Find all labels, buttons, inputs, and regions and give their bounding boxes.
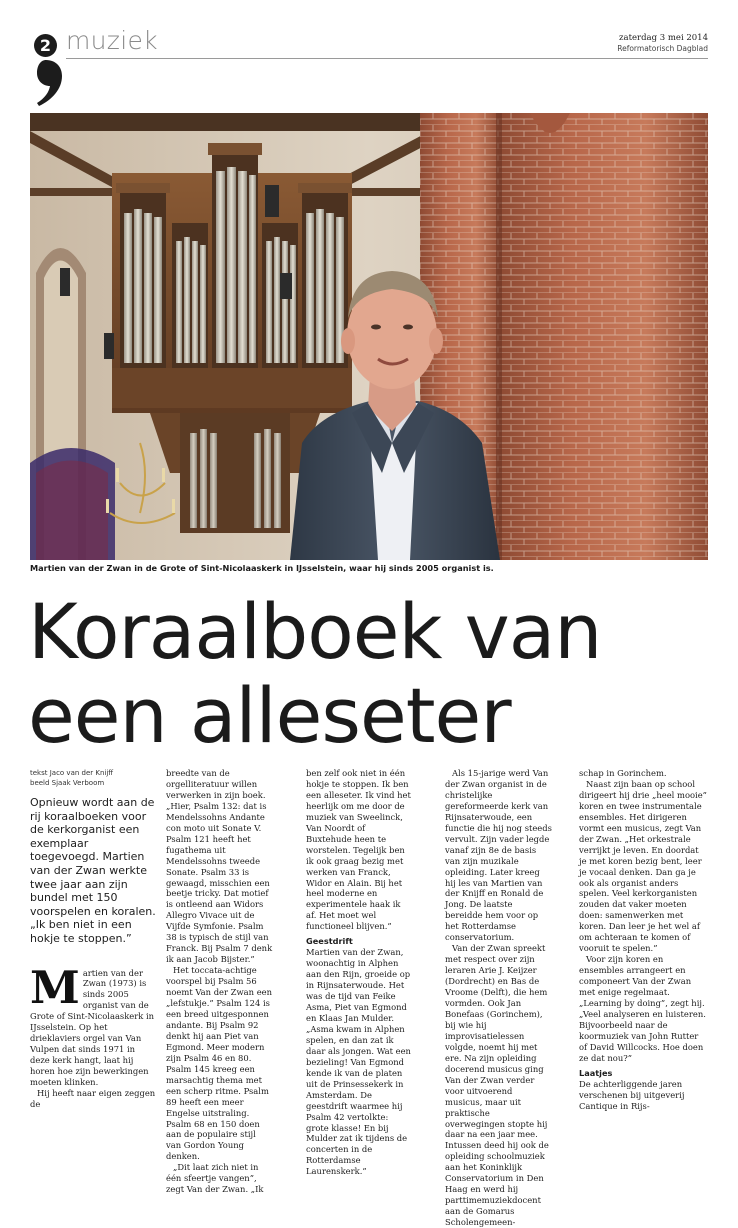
comma-logo-icon (34, 58, 64, 108)
paragraph-7-start: Van der Zwan spreekt met respect over zijn leraren Arie J. Keijzer (Dordrecht) en Bas de Vroome (Delft), die hem vormden. Ook Jan Bonefaas (Gorinchem), bij wie hij improvisatielessen volgde, noemt hij met ere. Na zijn opleiding docerend musicus ging Van der Zwan verder voor uitvoerend musicus, maar uit praktische overwegingen stopte hij daar na een jaar mee. Intussen deed hij ook de opleiding schoolmuziek aan het Koninklijk Conservatorium in Den Haag en werd hij parttimemuziekdocent aan de Gomarus Scholengemeen- (445, 943, 549, 1228)
headline-line-1: Koraalboek van (28, 587, 602, 676)
paragraph-1: artien van der Zwan (1973) is sinds 2005 organist van de Grote of Sint-Nicolaaskerk in IJsselstein. Op het drieklaviers orgel van Van Vulpen dat sinds 1971 in deze kerk hangt, laat hij horen hoe zijn bewerkingen moeten klinken. (30, 967, 155, 1088)
intro-lead: Opnieuw wordt aan de rij koraalboeken voor de kerkorganist een exemplaar toegevoegd. Martien van der Zwan werkte twee jaar aan zijn bundel met 150 voorspelen en koralen. „Ik ben niet in een hokje te stoppen.” (30, 796, 156, 945)
paragraph-7-cont: schap in Gorinchem. (579, 768, 667, 778)
photo-caption: Martien van der Zwan in de Grote of Sint-Nicolaaskerk in IJsselstein, waar hij sinds 2005 organist is. (30, 563, 494, 573)
byline (30, 768, 156, 788)
subheading-laatjes: Laatjes (579, 1067, 613, 1078)
paragraph-6: Als 15-jarige werd Van der Zwan organist in de christelijke gereformeerde kerk van Rijnsaterwoude, een functie die hij nog steeds vervult. Zijn vader legde vanaf zijn 8e de basis van zijn muzikale opleiding. Later kreeg hij les van Martien van der Knijff en Ronald de Jong. De laatste bereidde hem voor op het Rotterdamse conservatorium. (445, 768, 552, 943)
paragraph-4-start: „Dit laat zich niet in één sfeertje vangen”, zegt Van der Zwan. „Ik (166, 1162, 264, 1195)
issue-date: zaterdag 3 mei 2014 (619, 33, 708, 43)
paragraph-3: Het toccata-achtige voorspel bij Psalm 56 noemt Van der Zwan een „lefstukje.” Psalm 124 is een breed uitgesponnen andante. Bij Psalm 92 denkt hij aan Piet van Egmond. Meer modern zijn Psalm 46 en 80. Psalm 145 kreeg een marsachtig thema met een scherp ritme. Psalm 89 heeft een meer Engelse uitstraling. Psalm 68 en 150 doen aan de populaire stijl van Gordon Young denken. (166, 965, 273, 1162)
article-column-5 (579, 768, 708, 1112)
paragraph-10: De achterliggende jaren verschenen bij uitgeverij Cantique in Rijs- (579, 1078, 685, 1111)
paragraph-2-start: Hij heeft naar eigen zeggen de (30, 1088, 156, 1109)
page-number-badge: 2 (34, 34, 57, 57)
byline-photo: beeld Sjaak Verboom (30, 779, 105, 787)
article-column-2 (166, 768, 273, 1195)
paragraph-9: Voor zijn koren en ensembles arrangeert en componeert Van der Zwan met enige regelmaat. „Learning by doing”, zegt hij. „Veel analyseren en luisteren. Bijvoorbeeld naar de koormuziek van John Rutter of David Willcocks. Hoe doen ze dat nou?” (579, 954, 706, 1063)
headline-line-2: een alleseter (28, 671, 511, 760)
header-divider (66, 58, 708, 59)
drop-cap: M (30, 960, 80, 1014)
article-column-3 (306, 768, 413, 1177)
first-paragraph (30, 960, 156, 1088)
article-column-1 (30, 768, 156, 1110)
newspaper-name: Reformatorisch Dagblad (617, 44, 708, 53)
article-headline (28, 587, 718, 760)
paragraph-8: Naast zijn baan op school dirigeert hij drie „heel mooie” koren en twee instrumentale ensembles. Het dirigeren vormt een musicus, zegt Van der Zwan. „Het orkestrale verrijkt je leven. En doordat je met koren bezig bent, leer je vocaal denken. Dan ga je ook als organist anders spelen. Veel kerkorganisten zouden dat vaker moeten doen: samenwerken met koren. Dan leer je het wel af om achteraan te komen of vooruit te spelen.” (579, 778, 707, 954)
paragraph-5: Martien van der Zwan, woonachtig in Alphen aan den Rijn, groeide op in Rijnsaterwoude. Het was de tijd van Feike Asma, Piet van Egmond en Klaas Jan Mulder. „Asma kwam in Alphen spelen, en dan zat ik daar als jongen. Wat een bezieling! Van Egmond kende ik van de platen uit de Prinsessekerk in Amsterdam. De geestdrift waarmee hij Psalm 42 vertolkte: grote klasse! En bij Mulder zat ik tijdens de concerten in de Rotterdamse Laurenskerk.” (306, 947, 411, 1177)
article-column-4 (445, 768, 552, 1228)
article-photo (30, 113, 708, 560)
page-header (30, 22, 708, 112)
byline-text: tekst Jaco van der Knijff (30, 769, 114, 777)
paragraph-4-cont: ben zelf ook niet in één hokje te stoppen. Ik ben een alleseter. Ik vind het heerlijk om me door de muziek van Sweelinck, Van Noordt of Buxtehude heen te worstelen. Tegelijk ben ik ook graag bezig met werken van Franck, Widor en Alain. Bij het heel moderne en experimentele haak ik af. Het moet wel functioneel blijven.” (306, 768, 411, 932)
section-title: muziek (66, 26, 158, 55)
subheading-geestdrift: Geestdrift (306, 936, 353, 947)
church-organ-portrait-image (30, 113, 708, 560)
paragraph-2-cont: breedte van de orgelliteratuur willen verwerken in zijn boek. „Hier, Psalm 132: dat is Mendelssohns Andante con moto uit Sonate V. Psalm 121 heeft het fugathema uit Mendelssohns tweede Sonate. Psalm 33 is gewaagd, misschien een beetje tricky. Dat motief is ontleend aan Widors Allegro Vivace uit de Vijfde Symfonie. Psalm 38 is typisch de stijl van Franck. Bij Psalm 7 denk ik aan Jacob Bijster.” (166, 768, 273, 965)
